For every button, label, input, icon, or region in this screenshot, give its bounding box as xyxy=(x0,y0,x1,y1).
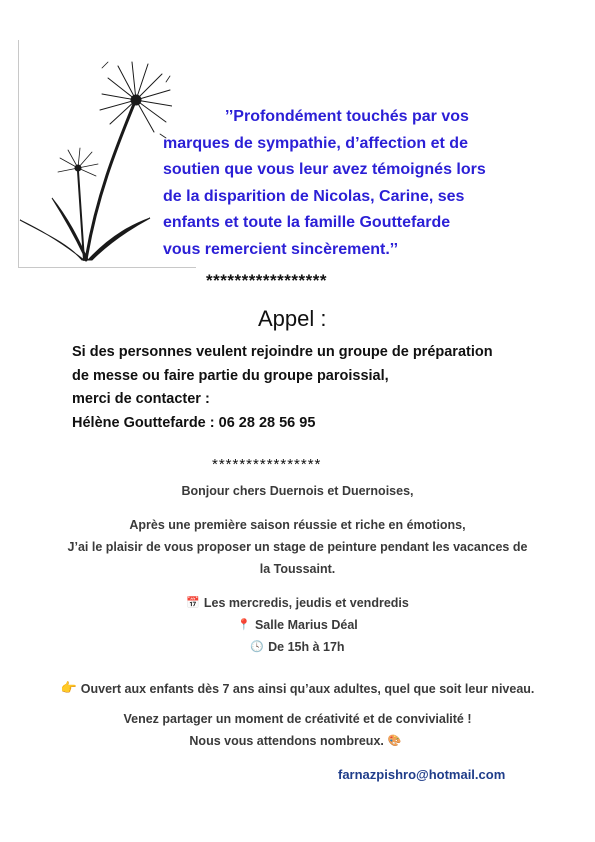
flyer-closing-line: Nous vous attendons nombreux. 🎨 xyxy=(189,734,402,748)
flyer-hours: 🕓 De 15h à 17h xyxy=(250,640,345,654)
flyer-greeting: Bonjour chers Duernois et Duernoises, xyxy=(181,484,414,498)
thanks-line: de la disparition de Nicolas, Carine, ses xyxy=(163,187,465,205)
dandelion-illustration xyxy=(16,38,172,266)
appeal-text xyxy=(72,341,542,435)
contact-email[interactable]: farnazpishro@hotmail.com xyxy=(338,767,506,782)
appeal-line: merci de contacter : xyxy=(72,391,210,407)
thanks-message xyxy=(163,104,533,263)
thanks-line: marques de sympathie, d’affection et de xyxy=(163,134,468,152)
appeal-title: Appel : xyxy=(258,306,327,331)
thanks-line: soutien que vous leur avez témoignés lors xyxy=(163,161,486,178)
flyer-intro-line: la Toussaint. xyxy=(259,562,336,576)
map-pin-icon: 📍 xyxy=(237,619,251,631)
flyer-intro-line: Après une première saison réussie et riche en émotions, xyxy=(129,518,466,532)
flyer-place: 📍 Salle Marius Déal xyxy=(237,618,358,632)
clock-icon: 🕓 xyxy=(250,641,265,653)
flyer-audience: 👉 Ouvert aux enfants dès 7 ans ainsi qu’aux adultes, quel que soit leur niveau. xyxy=(60,680,535,696)
calendar-icon: 📅 xyxy=(186,597,200,609)
thanks-line: vous remercient sincèrement.’’ xyxy=(163,240,399,258)
flyer-days: 📅 Les mercredis, jeudis et vendredis xyxy=(186,596,409,610)
appeal-line: Si des personnes veulent rejoindre un groupe de préparation xyxy=(72,344,493,360)
illustration-frame-bottom xyxy=(18,267,196,268)
separator-stars: ***************** xyxy=(206,271,327,290)
flyer-intro-line: J’ai le plaisir de vous proposer un stage de peinture pendant les vacances de xyxy=(67,540,528,554)
flyer-closing-line: Venez partager un moment de créativité et de convivialité ! xyxy=(123,712,472,726)
dandelion-head-large xyxy=(100,62,172,132)
thanks-line: enfants et toute la famille Gouttefarde xyxy=(163,214,451,231)
separator-stars-2: **************** xyxy=(212,456,322,473)
appeal-line: de messe ou faire partie du groupe paroissial, xyxy=(72,367,389,384)
contact-phone: Hélène Gouttefarde : 06 28 28 56 95 xyxy=(72,414,316,431)
pointing-hand-icon: 👉 xyxy=(60,680,77,695)
palette-icon: 🎨 xyxy=(387,735,402,747)
thanks-line: ’’Profondément touchés par vos xyxy=(225,108,469,125)
